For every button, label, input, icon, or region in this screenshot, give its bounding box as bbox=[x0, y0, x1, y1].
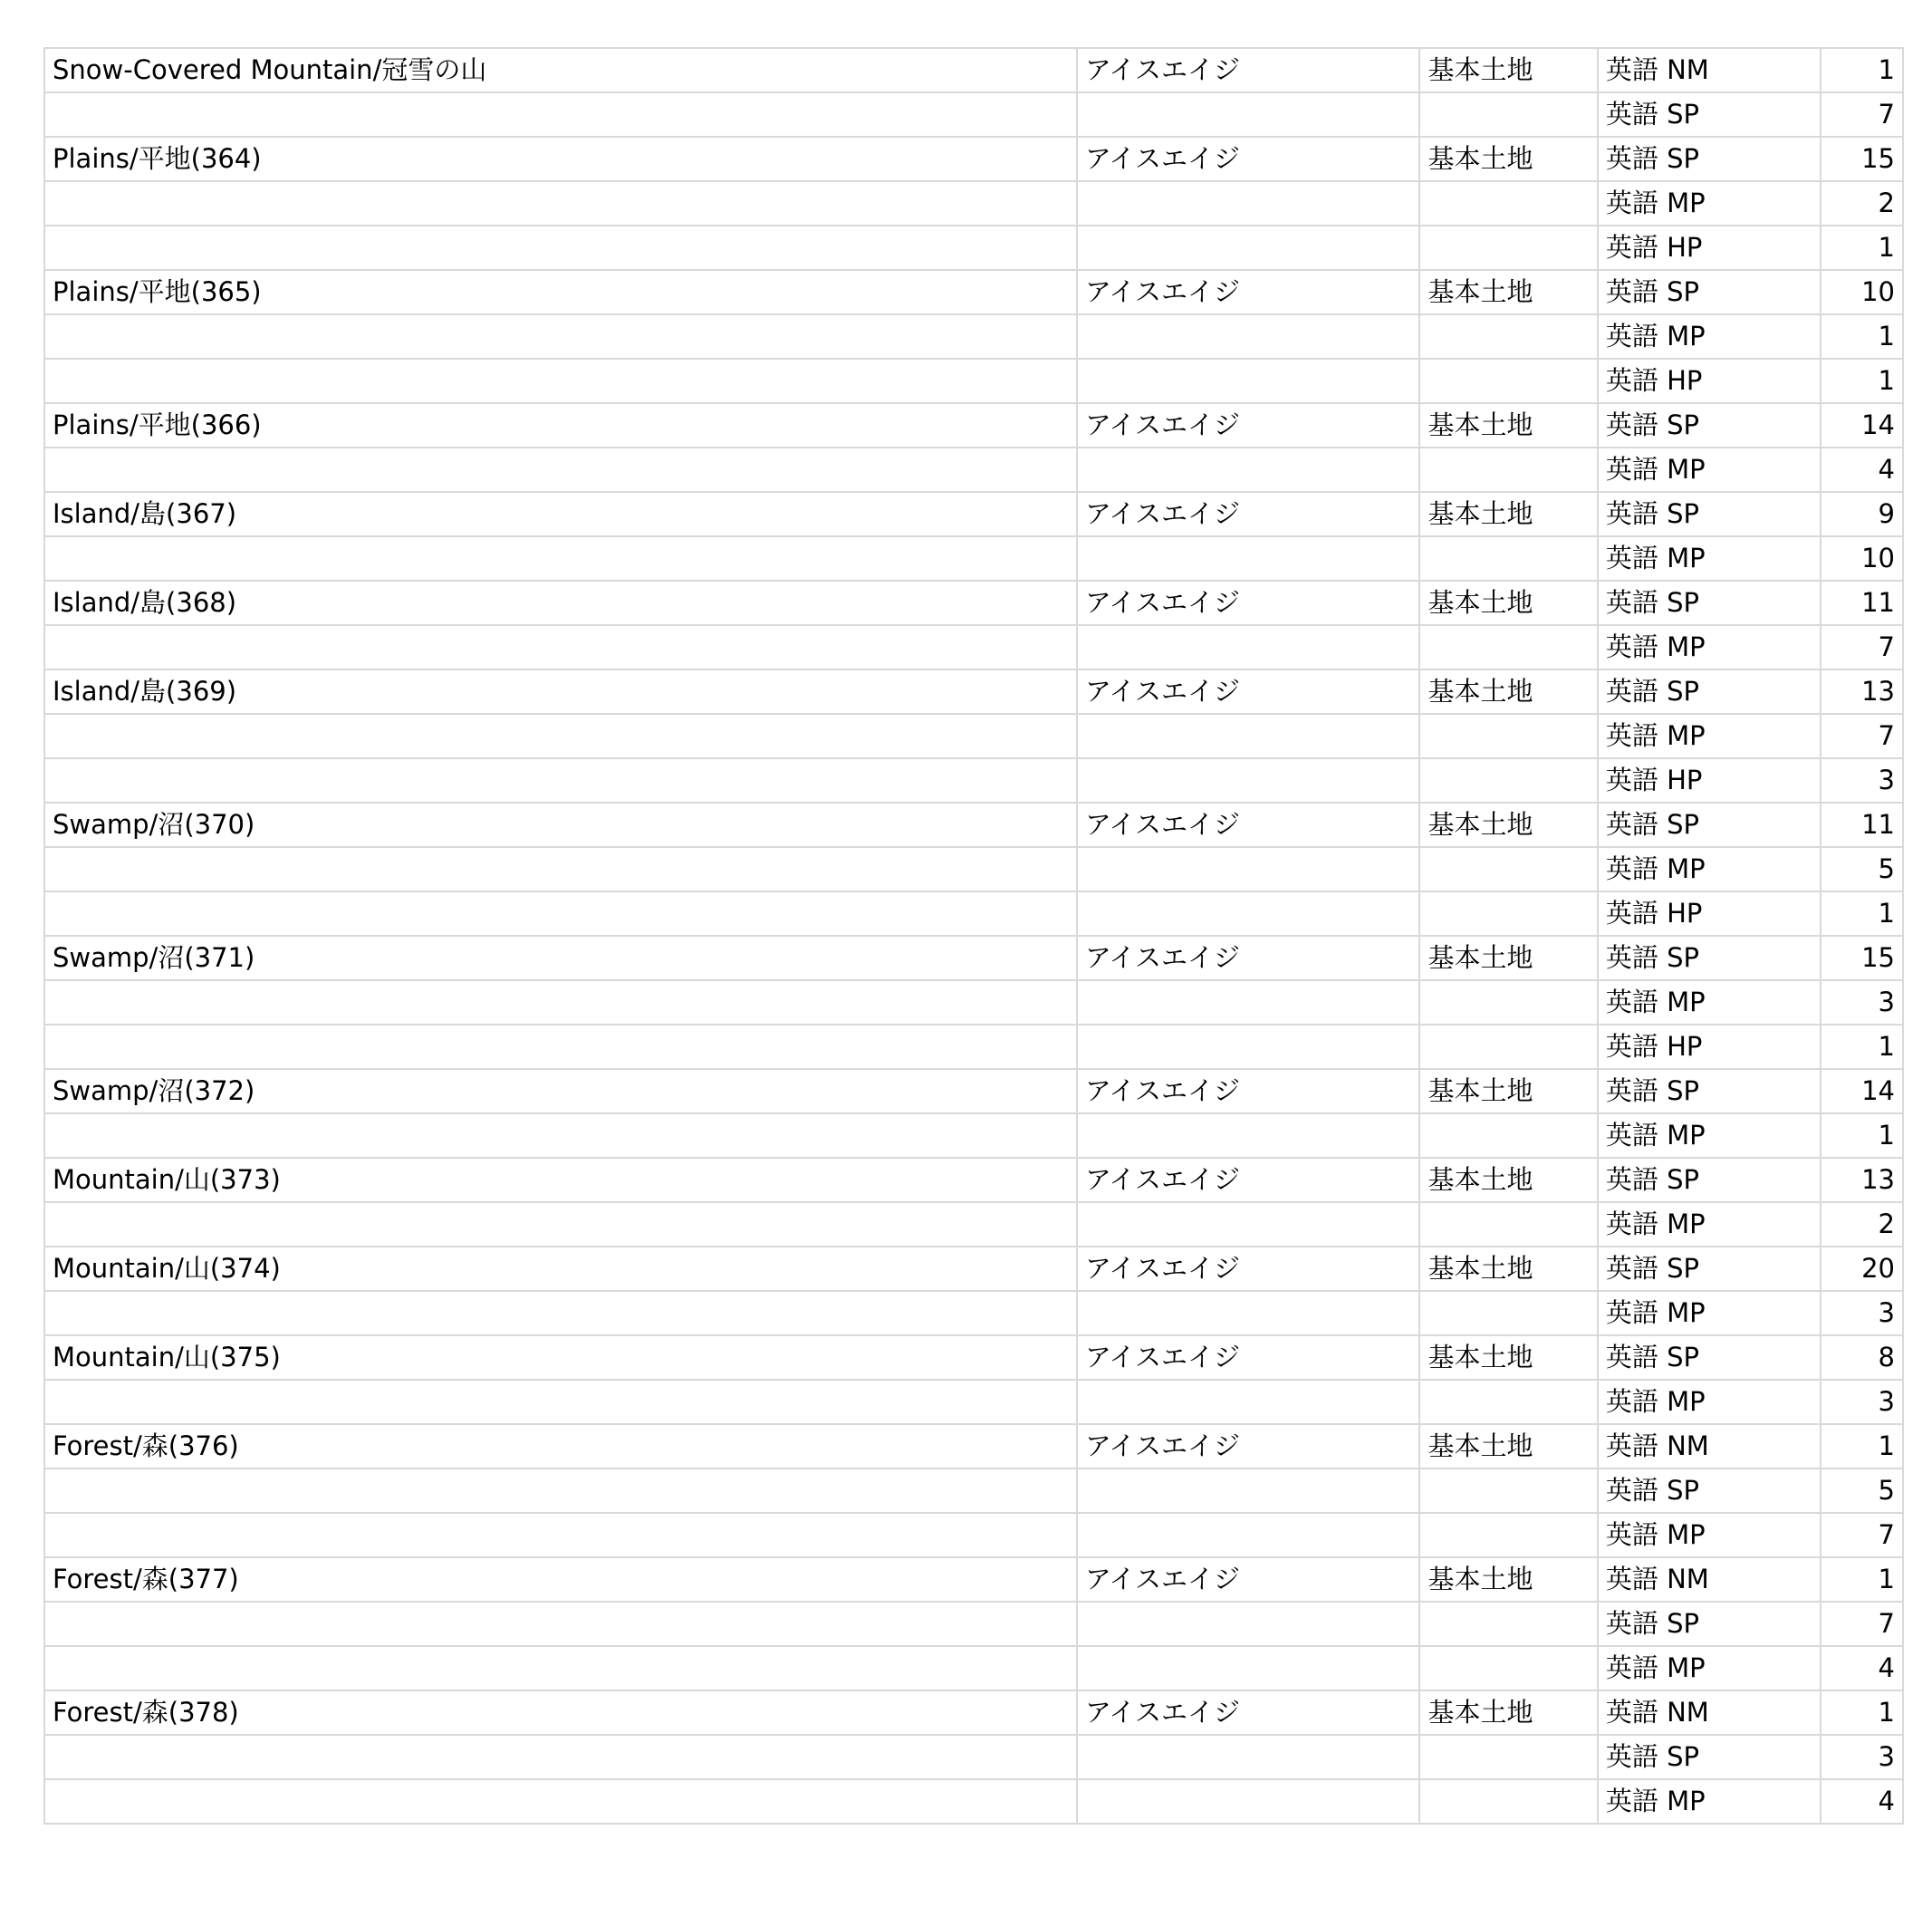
quantity-cell: 1 bbox=[1821, 1557, 1903, 1602]
card-name-cell: Mountain/山(374) bbox=[44, 1247, 1077, 1291]
table-row bbox=[44, 48, 1903, 92]
quantity-cell: 1 bbox=[1821, 314, 1903, 359]
table-row bbox=[44, 536, 1903, 581]
card-type-cell bbox=[1419, 226, 1597, 270]
card-name-cell: Snow-Covered Mountain/冠雪の山 bbox=[44, 48, 1077, 92]
set-name-cell: アイスエイジ bbox=[1077, 1690, 1420, 1735]
set-name-cell bbox=[1077, 758, 1420, 803]
card-name-cell bbox=[44, 625, 1077, 669]
table-row bbox=[44, 1557, 1903, 1602]
quantity-cell: 2 bbox=[1821, 181, 1903, 226]
quantity-cell: 10 bbox=[1821, 536, 1903, 581]
card-name-cell bbox=[44, 847, 1077, 891]
condition-cell: 英語 MP bbox=[1598, 847, 1821, 891]
card-type-cell: 基本土地 bbox=[1419, 1247, 1597, 1291]
table-row bbox=[44, 803, 1903, 847]
table-row bbox=[44, 1335, 1903, 1380]
condition-cell: 英語 NM bbox=[1598, 48, 1821, 92]
card-type-cell: 基本土地 bbox=[1419, 1690, 1597, 1735]
card-name-cell: Swamp/沼(371) bbox=[44, 936, 1077, 980]
quantity-cell: 4 bbox=[1821, 448, 1903, 492]
condition-cell: 英語 MP bbox=[1598, 1380, 1821, 1424]
card-name-cell bbox=[44, 1113, 1077, 1158]
card-type-cell: 基本土地 bbox=[1419, 137, 1597, 181]
table-row bbox=[44, 1424, 1903, 1469]
card-type-cell: 基本土地 bbox=[1419, 1557, 1597, 1602]
quantity-cell: 20 bbox=[1821, 1247, 1903, 1291]
set-name-cell bbox=[1077, 448, 1420, 492]
table-row bbox=[44, 137, 1903, 181]
set-name-cell: アイスエイジ bbox=[1077, 48, 1420, 92]
card-name-cell bbox=[44, 536, 1077, 581]
table-row bbox=[44, 226, 1903, 270]
set-name-cell: アイスエイジ bbox=[1077, 1424, 1420, 1469]
table-row bbox=[44, 1247, 1903, 1291]
set-name-cell bbox=[1077, 1735, 1420, 1779]
set-name-cell bbox=[1077, 1113, 1420, 1158]
condition-cell: 英語 SP bbox=[1598, 669, 1821, 714]
card-name-cell: Forest/森(377) bbox=[44, 1557, 1077, 1602]
condition-cell: 英語 HP bbox=[1598, 758, 1821, 803]
condition-cell: 英語 MP bbox=[1598, 1202, 1821, 1247]
set-name-cell bbox=[1077, 980, 1420, 1025]
condition-cell: 英語 SP bbox=[1598, 803, 1821, 847]
quantity-cell: 7 bbox=[1821, 92, 1903, 137]
card-type-cell bbox=[1419, 448, 1597, 492]
condition-cell: 英語 HP bbox=[1598, 1025, 1821, 1069]
table-row bbox=[44, 847, 1903, 891]
set-name-cell: アイスエイジ bbox=[1077, 270, 1420, 314]
condition-cell: 英語 MP bbox=[1598, 1291, 1821, 1335]
condition-cell: 英語 HP bbox=[1598, 359, 1821, 403]
condition-cell: 英語 MP bbox=[1598, 314, 1821, 359]
card-type-cell: 基本土地 bbox=[1419, 581, 1597, 625]
set-name-cell bbox=[1077, 1202, 1420, 1247]
table-row bbox=[44, 92, 1903, 137]
set-name-cell bbox=[1077, 226, 1420, 270]
table-row bbox=[44, 1469, 1903, 1513]
spreadsheet-sheet bbox=[43, 47, 1904, 1825]
quantity-cell: 8 bbox=[1821, 1335, 1903, 1380]
quantity-cell: 15 bbox=[1821, 137, 1903, 181]
card-name-cell: Forest/森(376) bbox=[44, 1424, 1077, 1469]
condition-cell: 英語 SP bbox=[1598, 1602, 1821, 1646]
condition-cell: 英語 MP bbox=[1598, 181, 1821, 226]
quantity-cell: 5 bbox=[1821, 1469, 1903, 1513]
table-row bbox=[44, 1291, 1903, 1335]
card-type-cell bbox=[1419, 1380, 1597, 1424]
table-row bbox=[44, 1158, 1903, 1202]
condition-cell: 英語 SP bbox=[1598, 1735, 1821, 1779]
quantity-cell: 1 bbox=[1821, 1690, 1903, 1735]
set-name-cell bbox=[1077, 359, 1420, 403]
quantity-cell: 3 bbox=[1821, 1735, 1903, 1779]
table-row bbox=[44, 669, 1903, 714]
condition-cell: 英語 NM bbox=[1598, 1557, 1821, 1602]
card-name-cell bbox=[44, 1025, 1077, 1069]
card-name-cell bbox=[44, 1380, 1077, 1424]
table-row bbox=[44, 1202, 1903, 1247]
set-name-cell bbox=[1077, 1779, 1420, 1824]
quantity-cell: 1 bbox=[1821, 1424, 1903, 1469]
quantity-cell: 7 bbox=[1821, 625, 1903, 669]
set-name-cell: アイスエイジ bbox=[1077, 137, 1420, 181]
set-name-cell: アイスエイジ bbox=[1077, 581, 1420, 625]
condition-cell: 英語 SP bbox=[1598, 936, 1821, 980]
card-name-cell: Island/島(367) bbox=[44, 492, 1077, 536]
table-row bbox=[44, 1735, 1903, 1779]
card-type-cell: 基本土地 bbox=[1419, 1158, 1597, 1202]
set-name-cell bbox=[1077, 181, 1420, 226]
table-row bbox=[44, 1646, 1903, 1690]
card-type-cell: 基本土地 bbox=[1419, 48, 1597, 92]
condition-cell: 英語 SP bbox=[1598, 1469, 1821, 1513]
set-name-cell bbox=[1077, 1025, 1420, 1069]
quantity-cell: 11 bbox=[1821, 581, 1903, 625]
set-name-cell bbox=[1077, 1513, 1420, 1557]
card-type-cell bbox=[1419, 314, 1597, 359]
condition-cell: 英語 SP bbox=[1598, 492, 1821, 536]
inventory-table bbox=[43, 47, 1904, 1825]
set-name-cell bbox=[1077, 1646, 1420, 1690]
card-name-cell: Mountain/山(373) bbox=[44, 1158, 1077, 1202]
card-type-cell bbox=[1419, 625, 1597, 669]
condition-cell: 英語 MP bbox=[1598, 1513, 1821, 1557]
quantity-cell: 9 bbox=[1821, 492, 1903, 536]
condition-cell: 英語 HP bbox=[1598, 226, 1821, 270]
card-type-cell: 基本土地 bbox=[1419, 669, 1597, 714]
card-name-cell bbox=[44, 1469, 1077, 1513]
quantity-cell: 14 bbox=[1821, 1069, 1903, 1113]
card-type-cell bbox=[1419, 181, 1597, 226]
quantity-cell: 7 bbox=[1821, 714, 1903, 758]
quantity-cell: 3 bbox=[1821, 980, 1903, 1025]
table-row bbox=[44, 758, 1903, 803]
card-type-cell: 基本土地 bbox=[1419, 1069, 1597, 1113]
quantity-cell: 1 bbox=[1821, 226, 1903, 270]
card-type-cell bbox=[1419, 1291, 1597, 1335]
set-name-cell: アイスエイジ bbox=[1077, 1158, 1420, 1202]
condition-cell: 英語 MP bbox=[1598, 980, 1821, 1025]
card-name-cell: Island/島(368) bbox=[44, 581, 1077, 625]
card-name-cell: Swamp/沼(372) bbox=[44, 1069, 1077, 1113]
set-name-cell bbox=[1077, 1380, 1420, 1424]
card-name-cell bbox=[44, 891, 1077, 936]
table-row bbox=[44, 980, 1903, 1025]
set-name-cell: アイスエイジ bbox=[1077, 936, 1420, 980]
condition-cell: 英語 SP bbox=[1598, 581, 1821, 625]
quantity-cell: 13 bbox=[1821, 669, 1903, 714]
card-type-cell bbox=[1419, 1513, 1597, 1557]
quantity-cell: 1 bbox=[1821, 891, 1903, 936]
set-name-cell bbox=[1077, 714, 1420, 758]
set-name-cell: アイスエイジ bbox=[1077, 403, 1420, 448]
card-type-cell: 基本土地 bbox=[1419, 803, 1597, 847]
card-type-cell bbox=[1419, 92, 1597, 137]
quantity-cell: 1 bbox=[1821, 48, 1903, 92]
card-type-cell bbox=[1419, 1602, 1597, 1646]
card-name-cell: Island/島(369) bbox=[44, 669, 1077, 714]
quantity-cell: 7 bbox=[1821, 1602, 1903, 1646]
condition-cell: 英語 SP bbox=[1598, 1069, 1821, 1113]
condition-cell: 英語 MP bbox=[1598, 536, 1821, 581]
card-type-cell bbox=[1419, 1469, 1597, 1513]
card-name-cell bbox=[44, 314, 1077, 359]
card-type-cell bbox=[1419, 980, 1597, 1025]
card-type-cell: 基本土地 bbox=[1419, 270, 1597, 314]
table-row bbox=[44, 581, 1903, 625]
quantity-cell: 4 bbox=[1821, 1779, 1903, 1824]
condition-cell: 英語 MP bbox=[1598, 625, 1821, 669]
condition-cell: 英語 SP bbox=[1598, 1335, 1821, 1380]
table-row bbox=[44, 891, 1903, 936]
quantity-cell: 4 bbox=[1821, 1646, 1903, 1690]
card-type-cell bbox=[1419, 847, 1597, 891]
quantity-cell: 11 bbox=[1821, 803, 1903, 847]
card-type-cell bbox=[1419, 1113, 1597, 1158]
card-name-cell bbox=[44, 448, 1077, 492]
card-name-cell bbox=[44, 1779, 1077, 1824]
condition-cell: 英語 MP bbox=[1598, 1113, 1821, 1158]
condition-cell: 英語 NM bbox=[1598, 1690, 1821, 1735]
card-name-cell: Plains/平地(365) bbox=[44, 270, 1077, 314]
table-row bbox=[44, 1690, 1903, 1735]
card-type-cell bbox=[1419, 758, 1597, 803]
set-name-cell: アイスエイジ bbox=[1077, 1335, 1420, 1380]
card-name-cell bbox=[44, 1735, 1077, 1779]
set-name-cell bbox=[1077, 1602, 1420, 1646]
card-name-cell bbox=[44, 1602, 1077, 1646]
card-name-cell: Plains/平地(364) bbox=[44, 137, 1077, 181]
set-name-cell bbox=[1077, 1291, 1420, 1335]
quantity-cell: 15 bbox=[1821, 936, 1903, 980]
table-row bbox=[44, 936, 1903, 980]
quantity-cell: 3 bbox=[1821, 1291, 1903, 1335]
card-type-cell: 基本土地 bbox=[1419, 1424, 1597, 1469]
quantity-cell: 2 bbox=[1821, 1202, 1903, 1247]
condition-cell: 英語 MP bbox=[1598, 714, 1821, 758]
quantity-cell: 3 bbox=[1821, 758, 1903, 803]
quantity-cell: 14 bbox=[1821, 403, 1903, 448]
card-name-cell bbox=[44, 181, 1077, 226]
card-type-cell bbox=[1419, 1646, 1597, 1690]
set-name-cell bbox=[1077, 847, 1420, 891]
condition-cell: 英語 SP bbox=[1598, 92, 1821, 137]
condition-cell: 英語 NM bbox=[1598, 1424, 1821, 1469]
quantity-cell: 1 bbox=[1821, 1025, 1903, 1069]
set-name-cell bbox=[1077, 1469, 1420, 1513]
quantity-cell: 10 bbox=[1821, 270, 1903, 314]
card-name-cell bbox=[44, 226, 1077, 270]
quantity-cell: 13 bbox=[1821, 1158, 1903, 1202]
card-type-cell bbox=[1419, 1202, 1597, 1247]
card-name-cell bbox=[44, 980, 1077, 1025]
card-name-cell bbox=[44, 359, 1077, 403]
table-row bbox=[44, 1779, 1903, 1824]
card-name-cell: Plains/平地(366) bbox=[44, 403, 1077, 448]
table-row bbox=[44, 714, 1903, 758]
card-name-cell bbox=[44, 1291, 1077, 1335]
card-name-cell bbox=[44, 758, 1077, 803]
table-row bbox=[44, 1602, 1903, 1646]
card-type-cell bbox=[1419, 714, 1597, 758]
table-row bbox=[44, 1513, 1903, 1557]
condition-cell: 英語 SP bbox=[1598, 1158, 1821, 1202]
set-name-cell: アイスエイジ bbox=[1077, 803, 1420, 847]
card-type-cell bbox=[1419, 1779, 1597, 1824]
table-row bbox=[44, 270, 1903, 314]
card-name-cell bbox=[44, 714, 1077, 758]
set-name-cell bbox=[1077, 536, 1420, 581]
condition-cell: 英語 SP bbox=[1598, 403, 1821, 448]
card-type-cell bbox=[1419, 1025, 1597, 1069]
quantity-cell: 5 bbox=[1821, 847, 1903, 891]
condition-cell: 英語 MP bbox=[1598, 1779, 1821, 1824]
quantity-cell: 7 bbox=[1821, 1513, 1903, 1557]
card-type-cell: 基本土地 bbox=[1419, 936, 1597, 980]
card-name-cell bbox=[44, 1513, 1077, 1557]
condition-cell: 英語 MP bbox=[1598, 448, 1821, 492]
set-name-cell bbox=[1077, 92, 1420, 137]
condition-cell: 英語 HP bbox=[1598, 891, 1821, 936]
set-name-cell: アイスエイジ bbox=[1077, 1247, 1420, 1291]
table-row bbox=[44, 1025, 1903, 1069]
condition-cell: 英語 MP bbox=[1598, 1646, 1821, 1690]
quantity-cell: 3 bbox=[1821, 1380, 1903, 1424]
card-type-cell bbox=[1419, 891, 1597, 936]
table-row bbox=[44, 314, 1903, 359]
set-name-cell: アイスエイジ bbox=[1077, 669, 1420, 714]
quantity-cell: 1 bbox=[1821, 359, 1903, 403]
set-name-cell: アイスエイジ bbox=[1077, 492, 1420, 536]
card-type-cell bbox=[1419, 536, 1597, 581]
set-name-cell: アイスエイジ bbox=[1077, 1557, 1420, 1602]
condition-cell: 英語 SP bbox=[1598, 1247, 1821, 1291]
table-row bbox=[44, 181, 1903, 226]
card-name-cell bbox=[44, 1646, 1077, 1690]
table-row bbox=[44, 403, 1903, 448]
card-name-cell: Swamp/沼(370) bbox=[44, 803, 1077, 847]
card-type-cell: 基本土地 bbox=[1419, 1335, 1597, 1380]
card-type-cell: 基本土地 bbox=[1419, 403, 1597, 448]
table-row bbox=[44, 448, 1903, 492]
table-row bbox=[44, 492, 1903, 536]
card-name-cell bbox=[44, 1202, 1077, 1247]
table-row bbox=[44, 1069, 1903, 1113]
set-name-cell bbox=[1077, 891, 1420, 936]
condition-cell: 英語 SP bbox=[1598, 137, 1821, 181]
set-name-cell: アイスエイジ bbox=[1077, 1069, 1420, 1113]
card-name-cell bbox=[44, 92, 1077, 137]
card-type-cell: 基本土地 bbox=[1419, 492, 1597, 536]
card-name-cell: Forest/森(378) bbox=[44, 1690, 1077, 1735]
quantity-cell: 1 bbox=[1821, 1113, 1903, 1158]
card-name-cell: Mountain/山(375) bbox=[44, 1335, 1077, 1380]
table-row bbox=[44, 625, 1903, 669]
table-row bbox=[44, 359, 1903, 403]
table-row bbox=[44, 1380, 1903, 1424]
set-name-cell bbox=[1077, 625, 1420, 669]
table-row bbox=[44, 1113, 1903, 1158]
set-name-cell bbox=[1077, 314, 1420, 359]
inventory-table-body bbox=[44, 48, 1903, 1824]
condition-cell: 英語 SP bbox=[1598, 270, 1821, 314]
card-type-cell bbox=[1419, 359, 1597, 403]
card-type-cell bbox=[1419, 1735, 1597, 1779]
